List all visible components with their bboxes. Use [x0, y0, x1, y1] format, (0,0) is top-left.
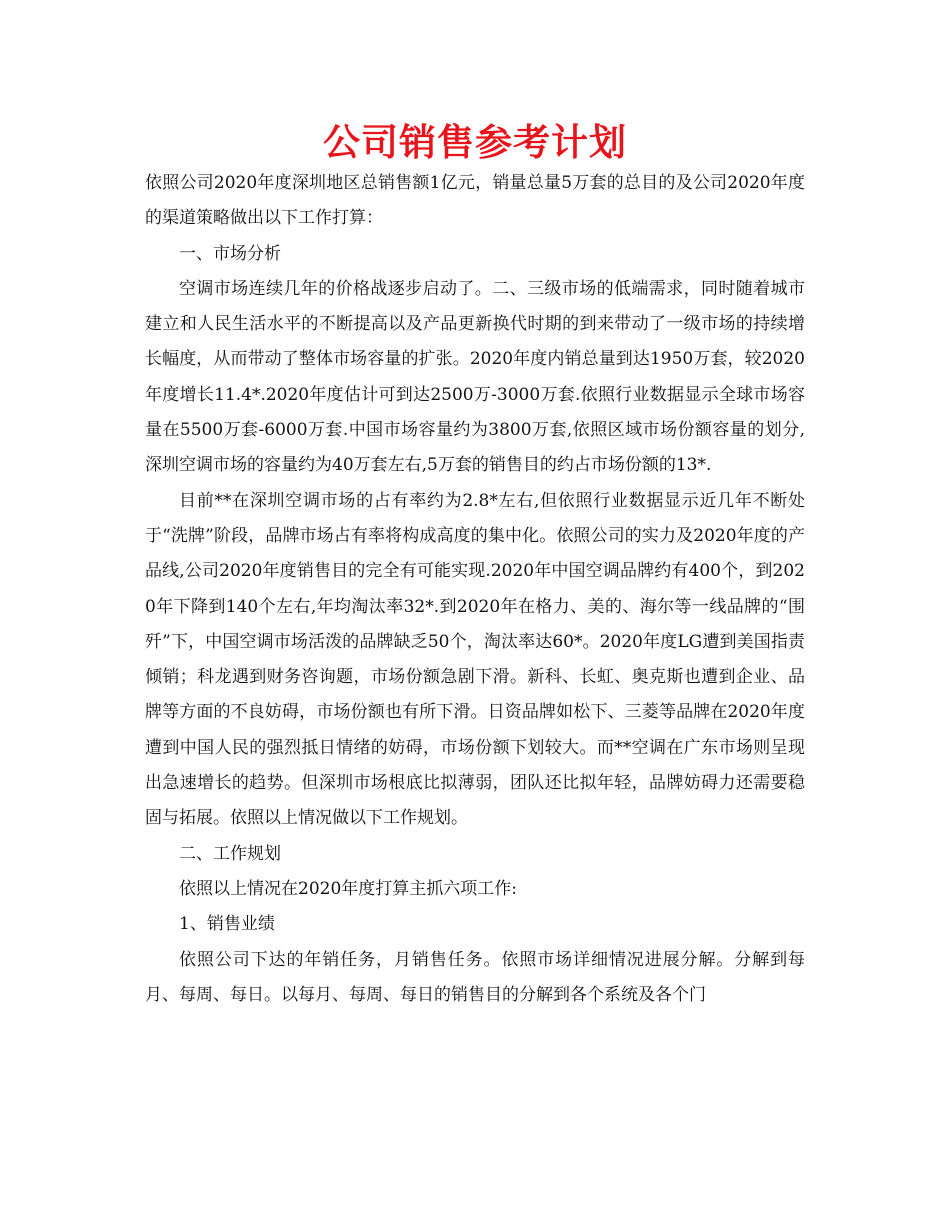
market-analysis-paragraph: 空调市场连续几年的价格战逐步启动了。二、三级市场的低端需求，同时随着城市建立和人民生活水平的不断提高以及产品更新换代时期的到来带动了一级市场的持续增长幅度，从而带动了整体市场容量的扩张。2020年度内销总量到达1950万套，较2020年度增长11.4*.2020年度估计可到达2500万-3000万套.依照行业数据显示全球市场容量在5500万套-6000万套.中国市场容量约为3800万套,依照区域市场份额容量的划分,深圳空调市场的容量约为40万套左右,5万套的销售目的约占市场份额的13*.: [145, 278, 805, 476]
section-heading-market-analysis: 一、市场分析: [179, 243, 281, 264]
market-share-paragraph: 目前**在深圳空调市场的占有率约为2.8*左右,但依照行业数据显示近几年不断处于“洗牌”阶段，品牌市场占有率将构成高度的集中化。依照公司的实力及2020年度的产品线,公司2020年度销售目的完全有可能实现.2020年中国空调品牌约有400个，到2020年下降到140个左右,年均淘汰率32*.到2020年在格力、美的、海尔等一线品牌的“围歼”下，中国空调市场活泼的品牌缺乏50个，淘汰率达60*。2020年度LG遭到美国指责倾销；科龙遇到财务咨询题，市场份额急剧下滑。新科、长虹、奥克斯也遭到企业、品牌等方面的不良妨碍，市场份额也有所下滑。日资品牌如松下、三菱等品牌在2020年度遭到中国人民的强烈抵日情绪的妨碍，市场份额下划较大。而**空调在广东市场则呈现出急速增长的趋势。但深圳市场根底比拟薄弱，团队还比拟年轻，品牌妨碍力还需要稳固与拓展。依照以上情况做以下工作规划。: [145, 490, 805, 829]
document-body: [145, 166, 805, 1013]
subsection-heading-sales-performance: 1、销售业绩: [179, 914, 275, 935]
document-title: 公司销售参考计划: [323, 121, 627, 164]
work-plan-intro-paragraph: 依照以上情况在2020年度打算主抓六项工作:: [179, 878, 517, 899]
sales-performance-paragraph: 依照公司下达的年销任务，月销售任务。依照市场详细情况进展分解。分解到每月、每周、每日。以每月、每周、每日的销售目的分解到各个系统及各个门: [145, 949, 805, 1005]
intro-paragraph: 依照公司2020年度深圳地区总销售额1亿元，销量总量5万套的总目的及公司2020年度的渠道策略做出以下工作打算：: [145, 173, 805, 229]
section-heading-work-plan: 二、工作规划: [179, 843, 281, 864]
